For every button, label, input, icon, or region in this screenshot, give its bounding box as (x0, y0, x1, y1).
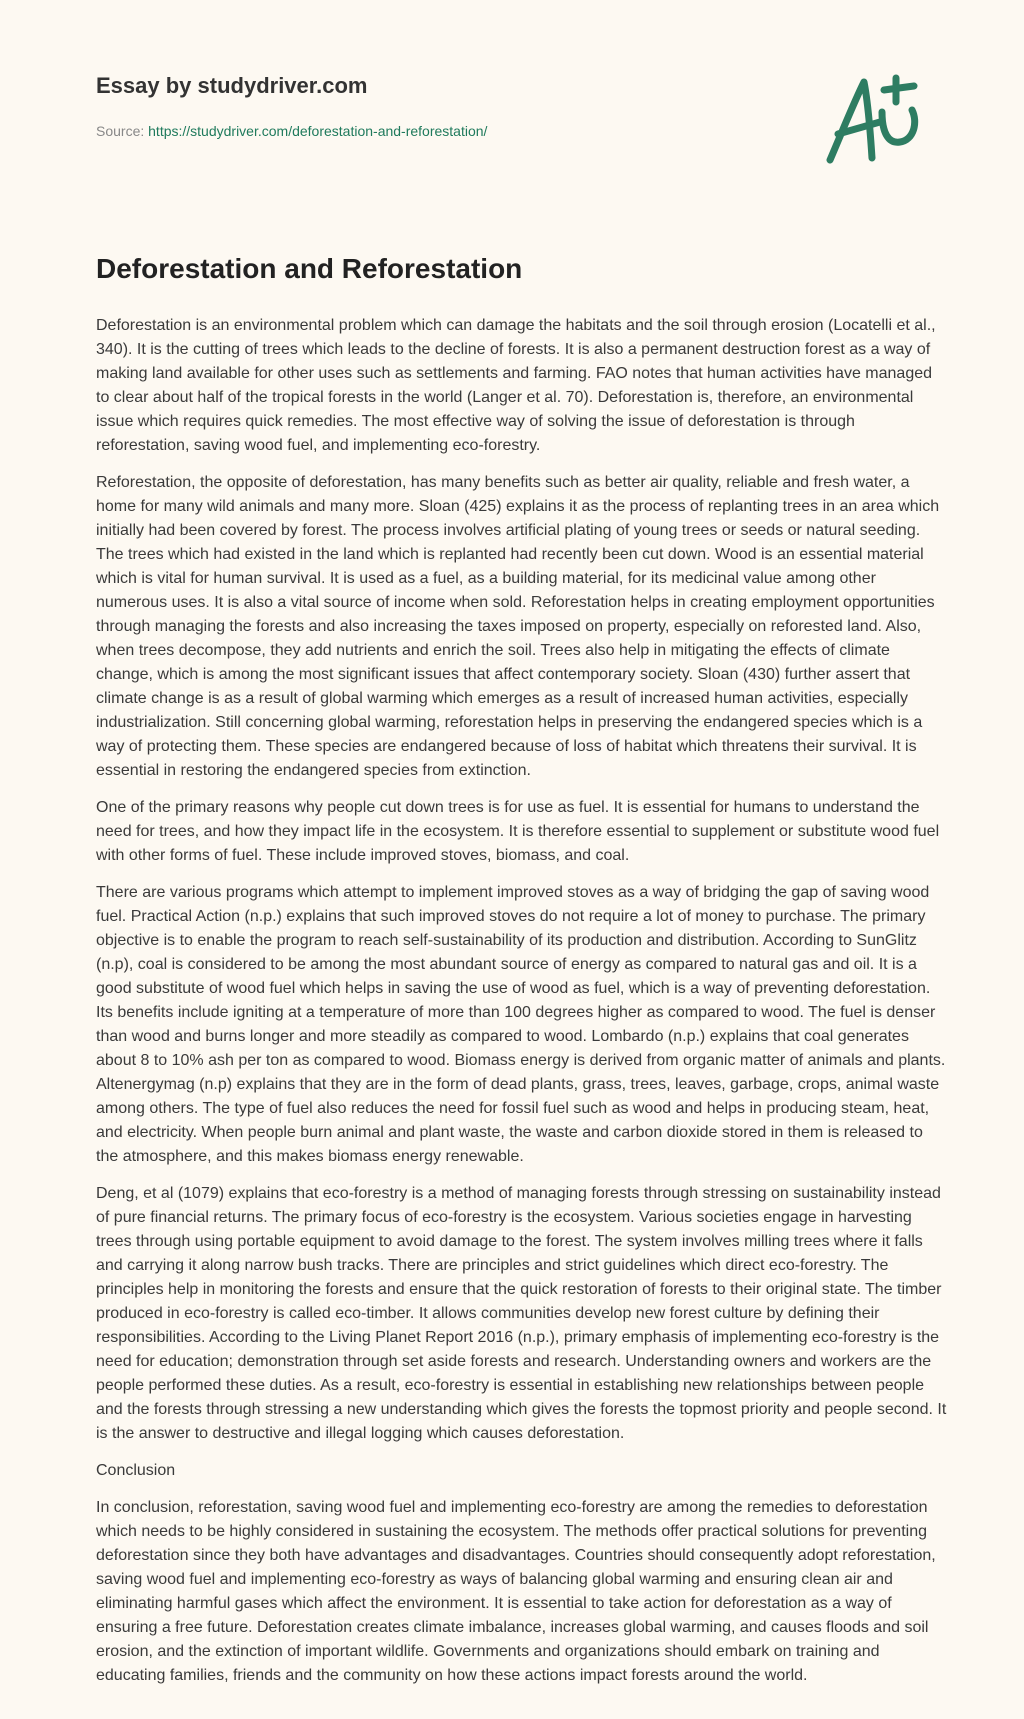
paragraph: Reforestation, the opposite of deforestation, has many benefits such as better air quality, reliable and fresh water, a home for many wild animals and many more. Sloan (425) explains it as the process of replanting trees in an area which initially had been covered by forest. The process involves artificial plating of young trees or seeds or natural seeding. The trees which had existed in the land which is replanted had recently been cut down. Wood is an essential material which is vital for human survival. It is used as a fuel, as a building material, for its medicinal value among other numerous uses. It is also a vital source of income when sold. Reforestation helps in creating employment opportunities through managing the forests and also increasing the taxes imposed on property, especially on reforested land. Also, when trees decompose, they add nutrients and enrich the soil. Trees also help in mitigating the effects of climate change, which is among the most significant issues that affect contemporary society. Sloan (430) further assert that climate change is as a result of global warming which emerges as a result of increased human activities, especially industrialization. Still concerning global warming, reforestation helps in preserving the endangered species which is a way of protecting them. These species are endangered because of loss of habitat which threatens their survival. It is essential in restoring the endangered species from extinction. (96, 474, 940, 779)
paragraph: In conclusion, reforestation, saving wood fuel and implementing eco-forestry are among the remedies to deforestation which needs to be highly considered in sustaining the ecosystem. The methods offer practical solutions for preventing deforestation since they both have advantages and disadvantages. Countries should consequently adopt reforestation, saving wood fuel and implementing eco-forestry as ways of balancing global warming and ensuring clean air and eliminating harmful gases which affect the environment. It is essential to take action for deforestation as a way of ensuring a free future. Deforestation creates climate imbalance, increases global warming, and causes floods and soil erosion, and the extinction of important wildlife. Governments and organizations should embark on training and educating families, friends and the community on how these actions impact forests around the world. (96, 1499, 936, 1684)
paragraph: Deng, et al (1079) explains that eco-forestry is a method of managing forests through stressing on sustainability instead of pure financial returns. The primary focus of eco-forestry is the ecosystem. Various societies engage in harvesting trees through using portable equipment to avoid damage to the forest. The system involves milling trees where it falls and carrying it along narrow bush tracks. There are principles and strict guidelines which direct eco-forestry. The principles help in monitoring the forests and ensure that the quick restoration of forests to their original state. The timber produced in eco-forestry is called eco-timber. It allows communities develop new forest culture by defining their responsibilities. According to the Living Planet Report 2016 (n.p.), primary emphasis of implementing eco-forestry is the need for education; demonstration through set aside forests and research. Understanding owners and workers are the people performed these duties. As a result, eco-forestry is essential in establishing new relationships between people and the forests through stressing a new understanding which gives the forests the topmost priority and people second. It is the answer to destructive and illegal logging which causes deforestation. (96, 1185, 947, 1442)
paragraph: One of the primary reasons why people cut down trees is for use as fuel. It is essential for humans to understand the need for trees, and how they impact life in the ecosystem. It is therefore essential to supplement or substitute wood fuel with other forms of fuel. These include improved stoves, biomass, and coal. (96, 799, 940, 864)
source-link[interactable]: https://studydriver.com/deforestation-and-reforestation/ (148, 123, 488, 139)
conclusion-heading: Conclusion (96, 1462, 176, 1479)
source-line (96, 123, 487, 139)
a-plus-logo-icon (820, 72, 928, 168)
article-body (96, 314, 948, 1701)
paragraph: Deforestation is an environmental problem which can damage the habitats and the soil through erosion (Locatelli et al., 340). It is the cutting of trees which leads to the decline of forests. It is also a permanent destruction forest as a way of making land available for other uses such as settlements and farming. FAO notes that human activities have managed to clear about half of the tropical forests in the world (Langer et al. 70). Deforestation is, therefore, an environmental issue which requires quick remedies. The most effective way of solving the issue of deforestation is through reforestation, saving wood fuel, and implementing eco-forestry. (96, 317, 936, 454)
paragraph: There are various programs which attempt to implement improved stoves as a way of bridging the gap of saving wood fuel. Practical Action (n.p.) explains that such improved stoves do not require a lot of money to purchase. The primary objective is to enable the program to reach self-sustainability of its production and distribution. According to SunGlitz (n.p), coal is considered to be among the most abundant source of energy as compared to natural gas and oil. It is a good substitute of wood fuel which helps in saving the use of wood as fuel, which is a way of preventing deforestation. Its benefits include igniting at a temperature of more than 100 degrees higher as compared to wood. The fuel is denser than wood and burns longer and more steadily as compared to wood. Lombardo (n.p.) explains that coal generates about 8 to 10% ash per ton as compared to wood. Biomass energy is derived from organic matter of animals and plants. Altenergymag (n.p) explains that they are in the form of dead plants, grass, trees, leaves, garbage, crops, animal waste among others. The type of fuel also reduces the need for fossil fuel such as wood and helps in producing steam, heat, and electricity. When people burn animal and plant waste, the waste and carbon dioxide stored in them is released to the atmosphere, and this makes biomass energy renewable. (96, 884, 946, 1165)
site-brand: Essay by studydriver.com (96, 73, 368, 98)
source-label: Source: (96, 123, 145, 139)
article-title: Deforestation and Reforestation (96, 253, 523, 284)
